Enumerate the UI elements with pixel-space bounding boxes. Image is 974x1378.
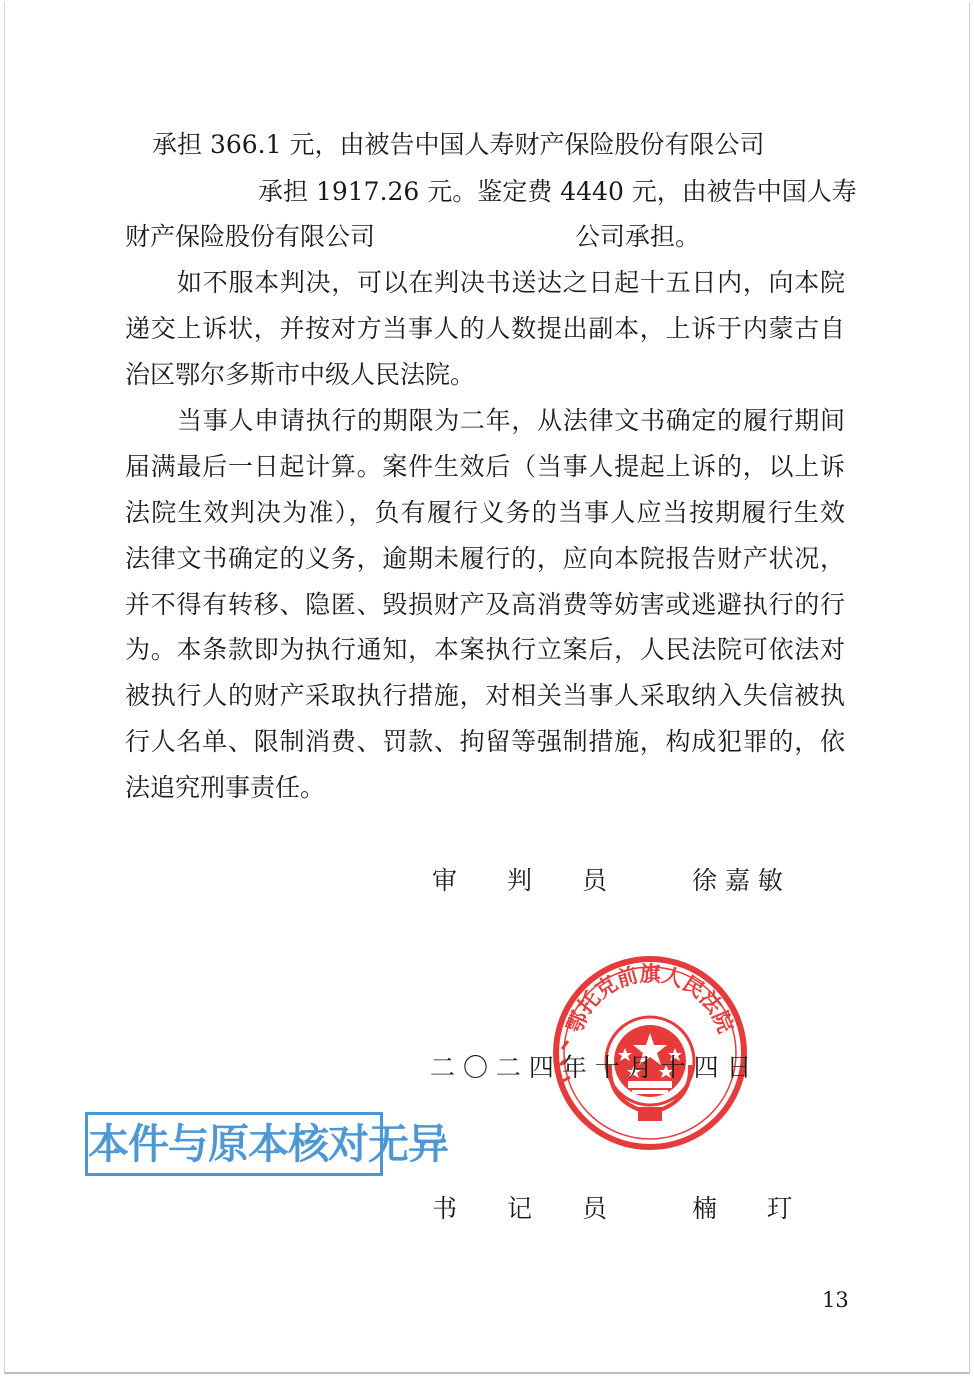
text-line: 当事人申请执行的期限为二年，从法律文书确定的履行期间 xyxy=(177,406,845,435)
text-line: 行人名单、限制消费、罚款、拘留等强制措施，构成犯罪的，依 xyxy=(125,727,845,756)
certified-copy-stamp: 本件与原本核对无异 xyxy=(85,1112,383,1176)
judge-title: 审 判 员 xyxy=(432,866,608,895)
clerk-title: 书 记 员 xyxy=(432,1194,608,1223)
text-line: 被执行人的财产采取执行措施，对相关当事人采取纳入失信被执 xyxy=(125,681,845,710)
text-line: 如不服本判决，可以在判决书送达之日起十五日内，向本院 xyxy=(177,268,845,297)
text-line: 治区鄂尔多斯市中级人民法院。 xyxy=(125,360,476,389)
text-line: 为。本条款即为执行通知，本案执行立案后，人民法院可依法对 xyxy=(125,635,845,664)
text-line: 递交上诉状，并按对方当事人的人数提出副本，上诉于内蒙古自 xyxy=(125,314,845,343)
page-number: 13 xyxy=(822,1288,849,1312)
clerk-name: 楠 玎 xyxy=(692,1194,793,1223)
text-line: 法追究刑事责任。 xyxy=(125,773,326,802)
text-line: 届满最后一日起计算。案件生效后（当事人提起上诉的，以上诉 xyxy=(125,452,845,481)
text-line: 法院生效判决为准），负有履行义务的当事人应当按期履行生效 xyxy=(125,498,845,527)
text-line: 承担 1917.26 元。鉴定费 4440 元，由被告中国人寿 xyxy=(258,177,857,206)
judge-name: 徐 嘉 敏 xyxy=(692,866,783,895)
svg-text:鄂托克前旗人民法院: 鄂托克前旗人民法院 xyxy=(563,963,737,1037)
text-line: 承担 366.1 元，由被告中国人寿财产保险股份有限公司 xyxy=(152,130,765,159)
text-line: 法律文书确定的义务，逾期未履行的，应向本院报告财产状况， xyxy=(125,544,845,573)
text-line: 并不得有转移、隐匿、毁损财产及高消费等妨害或逃避执行的行 xyxy=(125,590,845,619)
text-line: 财产保险股份有限公司 公司承担。 xyxy=(125,222,701,251)
judgment-date: 二 〇 二 四 年 十 月 十 四 日 xyxy=(430,1053,752,1082)
